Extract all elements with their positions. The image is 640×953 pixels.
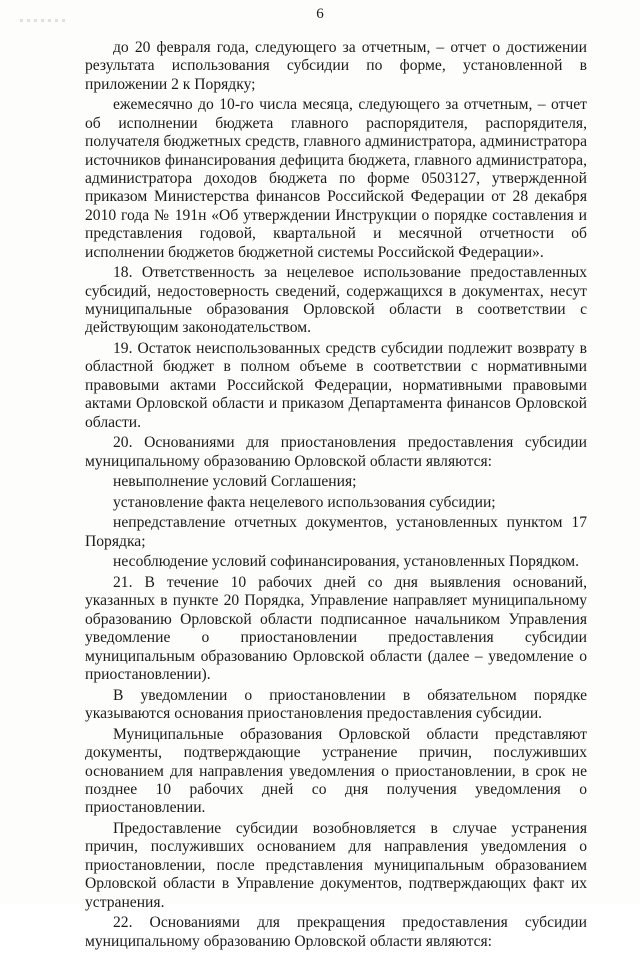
paragraph-19-remainder: 19. Остаток неиспользованных средств субсидии подлежит возврату в областной бюджет в полном объеме в соответствии с нормативными правовыми актами Российской Федерации, нормативными правовыми актами Орловской области и приказом Департамента финансов Орловской области. [85,340,587,431]
document-body [85,39,587,953]
paragraph-notification-content: В уведомлении о приостановлении в обязательном порядке указываются основания приостановления предоставления субсидии. [85,686,587,723]
paragraph-annual-report: до 20 февраля года, следующего за отчетным, – отчет о достижении результата использования субсидии по форме, установленной в приложении 2 к Порядку; [85,39,587,93]
list-item-cofinancing: несоблюдение условий софинансирования, установленных Порядком. [113,553,580,571]
paragraph-monthly-report: ежемесячно до 10-го числа месяца, следующего за отчетным, – отчет об исполнении бюджета главного распорядителя, распорядителя, получателя бюджетных средств, главного администратора, администратора источников финансирования дефицита бюджета, главного администратора, администратора доходов бюджета по форме 0503127, утвержденной приказом Министерства финансов Российской Федерации от 28 декабря 2010 года № 191н «Об утверждении Инструкции о порядке составления и представления годовой, квартальной и месячной отчетности об исполнении бюджетов бюджетной системы Российской Федерации». [85,96,587,261]
list-item-misuse: установление факта нецелевого использования субсидии; [113,493,496,511]
paragraph-20-suspension-grounds: 20. Основаниями для приостановления предоставления субсидии муниципальному образованию Орловской области являются: [85,434,587,470]
paragraph-documents: Муниципальные образования Орловской области представляют документы, подтверждающие устранение причин, послуживших основанием для направления уведомления о приостановлении, в срок не позднее 10 рабочих дней со дня получения уведомления о приостановлении. [85,725,587,817]
list-item-reports: непредставление отчетных документов, установленных пунктом 17 Порядка; [85,514,587,550]
paragraph-18-responsibility: 18. Ответственность за нецелевое использование предоставленных субсидий, недостоверность сведений, содержащихся в документах, несут муниципальные образования Орловской области в соответствии с действующим законодательством. [85,264,587,337]
paragraph-21-notification: 21. В течение 10 рабочих дней со дня выявления оснований, указанных в пункте 20 Порядка, Управление направляет муниципальному образованию Орловской области подписанное начальником Управления уведомление о приостановлении предоставления субсидии муниципальным образованию Орловской области (далее – уведомление о приостановлении). [85,574,587,684]
list-item-agreement: невыполнение условий Соглашения; [113,473,357,491]
paragraph-22-termination-grounds: 22. Основаниями для прекращения предоставления субсидии муниципальному образованию Орловской области являются: [85,914,587,950]
page-number: 6 [316,6,324,22]
paragraph-resumption: Предоставление субсидии возобновляется в случае устранения причин, послуживших основанием для направления уведомления о приостановлении, после представления муниципальным образованием Орловской области в Управление документов, подтверждающих факт их устранения. [85,819,587,911]
